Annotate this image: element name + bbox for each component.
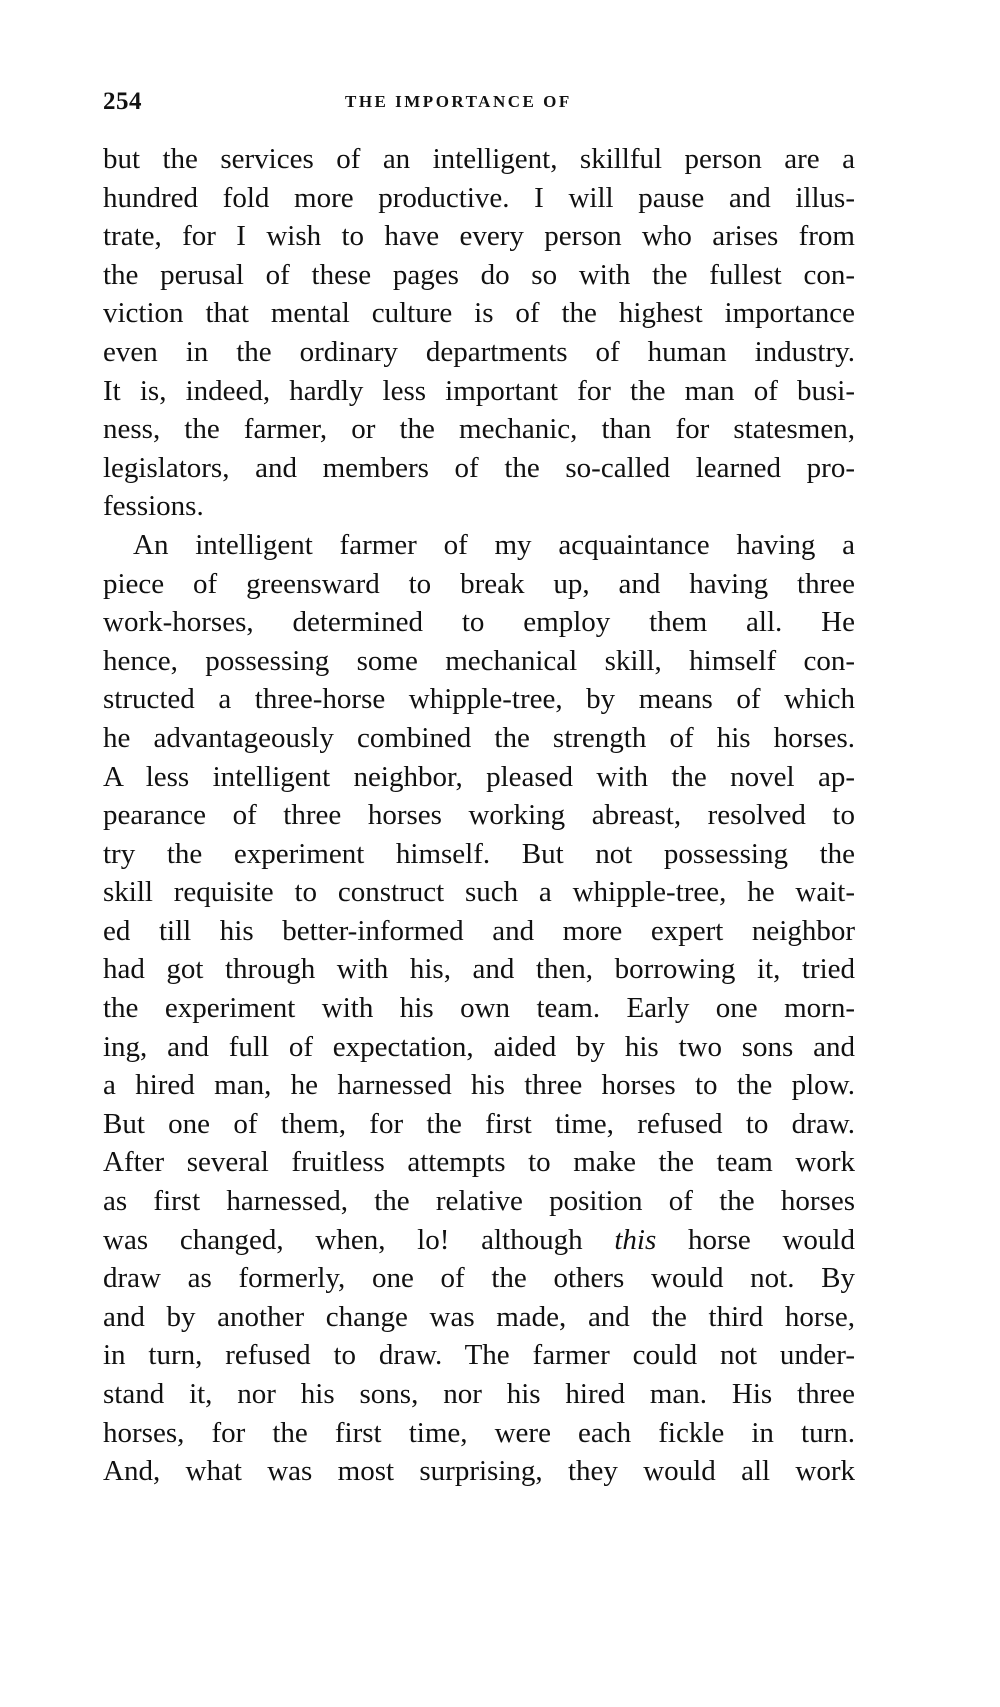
text-line: as first harnessed, the relative position of the horses [103,1185,855,1218]
page-number: 254 [103,88,142,115]
text-line: the perusal of these pages do so with the fullest con- [103,258,855,291]
text-line: a hired man, he harnessed his three horses to the plow. [103,1069,855,1102]
text-line: hundred fold more productive. I will pause and illus- [103,181,855,214]
text-line: trate, for I wish to have every person who arises from [103,220,855,253]
text-line: horses, for the first time, were each fickle in turn. [103,1416,855,1449]
text-segment: was changed, when, lo! although [103,1223,615,1256]
text-line: And, what was most surprising, they would all work [103,1455,855,1488]
text-line: draw as formerly, one of the others would not. By [103,1262,855,1295]
body-text [103,140,855,1491]
text-line: structed a three-horse whipple-tree, by means of which [103,683,855,716]
text-line: fessions. [103,490,204,523]
text-line-with-emphasis [103,1221,855,1260]
text-line: but the services of an intelligent, skillful person are a [103,143,855,175]
running-title: THE IMPORTANCE OF [345,92,572,111]
text-line: ing, and full of expectation, aided by his two sons and [103,1030,855,1063]
text-line: the experiment with his own team. Early one morn- [103,992,855,1025]
text-line: had got through with his, and then, borrowing it, tried [103,953,855,986]
text-line: ness, the farmer, or the mechanic, than for statesmen, [103,413,855,446]
text-line: skill requisite to construct such a whipple-tree, he wait- [103,876,855,909]
text-line: But one of them, for the first time, refused to draw. [103,1107,855,1140]
emphasized-word: this [614,1223,657,1256]
text-line: It is, indeed, hardly less important for the man of busi- [103,374,855,407]
text-line: in turn, refused to draw. The farmer could not under- [103,1339,855,1372]
text-line: even in the ordinary departments of human industry. [103,335,855,368]
text-line: work-horses, determined to employ them all. He [103,606,855,639]
text-line: he advantageously combined the strength of his horses. [103,721,855,754]
text-line: A less intelligent neighbor, pleased with the novel ap- [103,760,855,793]
text-line: try the experiment himself. But not possessing the [103,837,855,870]
text-line: piece of greensward to break up, and having three [103,567,855,600]
paragraph-start-line: An intelligent farmer of my acquaintance having a [133,528,855,561]
text-line: After several fruitless attempts to make the team work [103,1146,855,1179]
text-segment: horse would [656,1223,855,1256]
text-line: hence, possessing some mechanical skill, himself con- [103,644,855,677]
text-line: legislators, and members of the so-called learned pro- [103,451,855,484]
page-header [103,88,855,128]
text-line: pearance of three horses working abreast, resolved to [103,799,855,832]
text-line: ed till his better-informed and more expert neighbor [103,914,855,947]
text-line: stand it, nor his sons, nor his hired man. His three [103,1378,855,1410]
text-line: viction that mental culture is of the highest importance [103,297,855,330]
text-line: and by another change was made, and the third horse, [103,1300,855,1333]
